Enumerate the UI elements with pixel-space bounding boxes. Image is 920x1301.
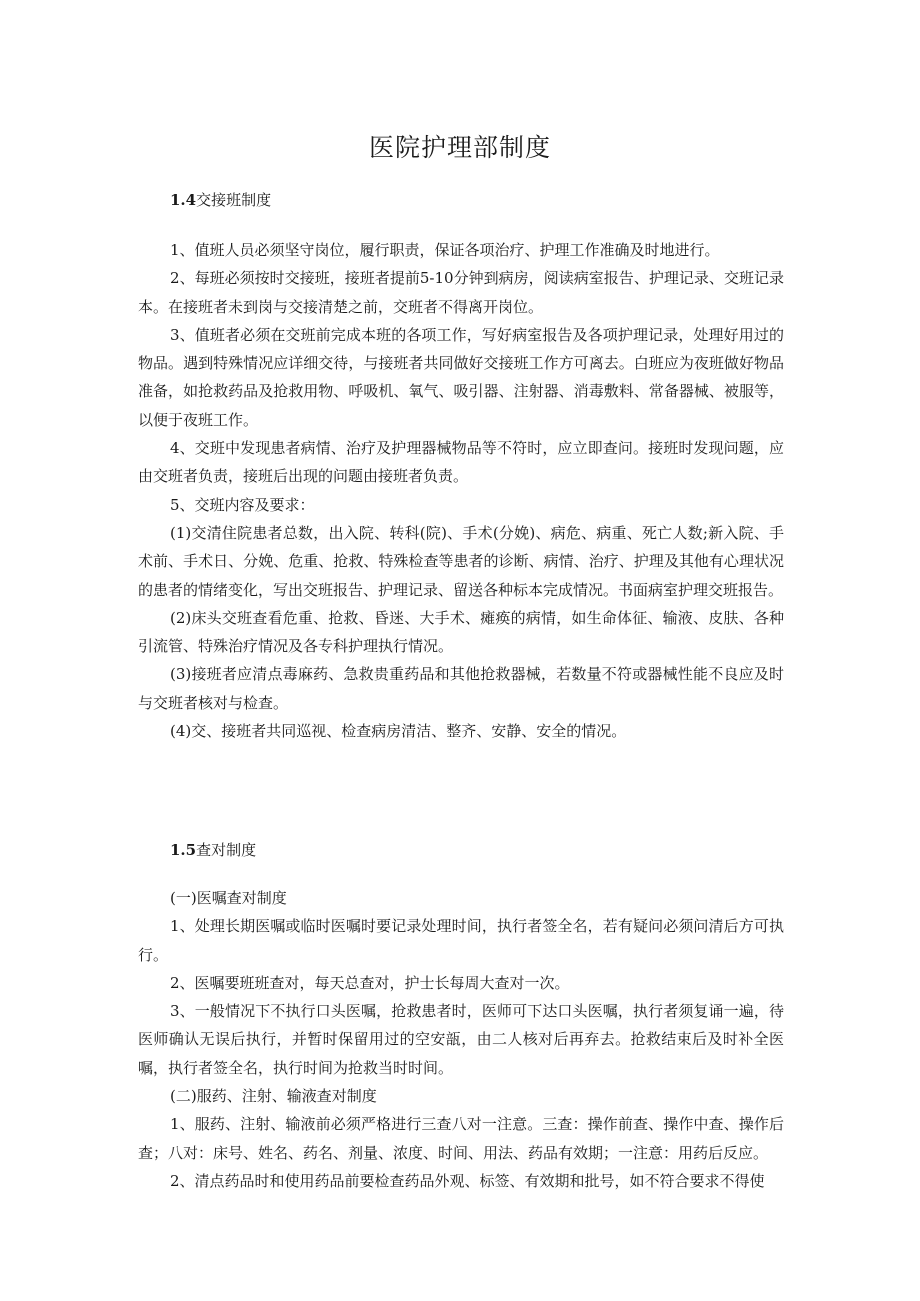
paragraph: 3、值班者必须在交班前完成本班的各项工作，写好病室报告及各项护理记录，处理好用过的物品。遇到特殊情况应详细交待，与接班者共同做好交接班工作方可离去。白班应为夜班做好物品准备，如抢救药品及抢救用物、呼吸机、氧气、吸引器、注射器、消毒敷料、常备器械、被服等，以便于夜班工作。 <box>138 325 784 429</box>
paragraph: 2、清点药品时和使用药品前要检查药品外观、标签、有效期和批号，如不符合要求不得使 <box>170 1171 765 1190</box>
section-title: 交接班制度 <box>196 191 272 209</box>
sub-paragraph: (1)交清住院患者总数，出入院、转科(院)、手术(分娩)、病危、病重、死亡人数;新入院、手术前、手术日、分娩、危重、抢救、特殊检查等患者的诊断、病情、治疗、护理及其他有心理状况的患者的情绪变化，写出交班报告、护理记录、留送各种标本完成情况。书面病室护理交班报告。 <box>138 523 784 599</box>
paragraph: 3、一般情况下不执行口头医嘱，抢救患者时，医师可下达口头医嘱，执行者须复诵一遍，待医师确认无误后执行，并暂时保留用过的空安瓿，由二人核对后再弃去。抢救结束后及时补全医嘱，执行者签全名，执行时间为抢救当时时间。 <box>138 1002 784 1077</box>
sub-paragraph: (3)接班者应清点毒麻药、急救贵重药品和其他抢救器械，若数量不符或器械性能不良应及时与交班者核对与检查。 <box>138 665 784 712</box>
paragraph: 1、处理长期医嘱或临时医嘱时要记录处理时间，执行者签全名，若有疑问必须问清后方可执行。 <box>138 917 784 964</box>
section-heading-1-5 <box>138 836 816 864</box>
section-title: 查对制度 <box>196 841 257 859</box>
section-number: 1.5 <box>170 841 197 859</box>
sub-paragraph: (4)交、接班者共同巡视、检查病房清洁、整齐、安静、安全的情况。 <box>170 722 627 741</box>
paragraph: 4、交班中发现患者病情、治疗及护理器械物品等不符时，应立即查问。接班时发现问题，应由交班者负责，接班后出现的问题由接班者负责。 <box>138 439 784 486</box>
section-number: 1.4 <box>170 191 197 209</box>
section-heading-1-4 <box>138 186 816 214</box>
paragraph: 5、交班内容及要求： <box>170 495 315 514</box>
subsection-heading: (一)医嘱查对制度 <box>170 889 287 907</box>
sub-paragraph: (2)床头交班查看危重、抢救、昏迷、大手术、瘫痪的病情，如生命体征、输液、皮肤、各种引流管、特殊治疗情况及各专科护理执行情况。 <box>138 608 784 656</box>
paragraph: 1、服药、注射、输液前必须严格进行三查八对一注意。三查：操作前查、操作中查、操作后查；八对：床号、姓名、药名、剂量、浓度、时间、用法、药品有效期；一注意：用药后反应。 <box>138 1115 784 1162</box>
document-title: 医院护理部制度 <box>368 133 551 162</box>
section-body-1-4 <box>138 236 784 745</box>
paragraph: 2、每班必须按时交接班，接班者提前5-10分钟到病房，阅读病室报告、护理记录、交班记录本。在接班者未到岗与交接清楚之前，交班者不得离开岗位。 <box>138 269 784 316</box>
subsection-heading: (二)服药、注射、输液查对制度 <box>170 1087 377 1106</box>
paragraph: 2、医嘱要班班查对，每天总查对，护士长每周大查对一次。 <box>170 973 570 992</box>
paragraph: 1、值班人员必须坚守岗位，履行职责，保证各项治疗、护理工作准确及时地进行。 <box>170 241 720 259</box>
section-body-1-5 <box>138 884 784 1195</box>
